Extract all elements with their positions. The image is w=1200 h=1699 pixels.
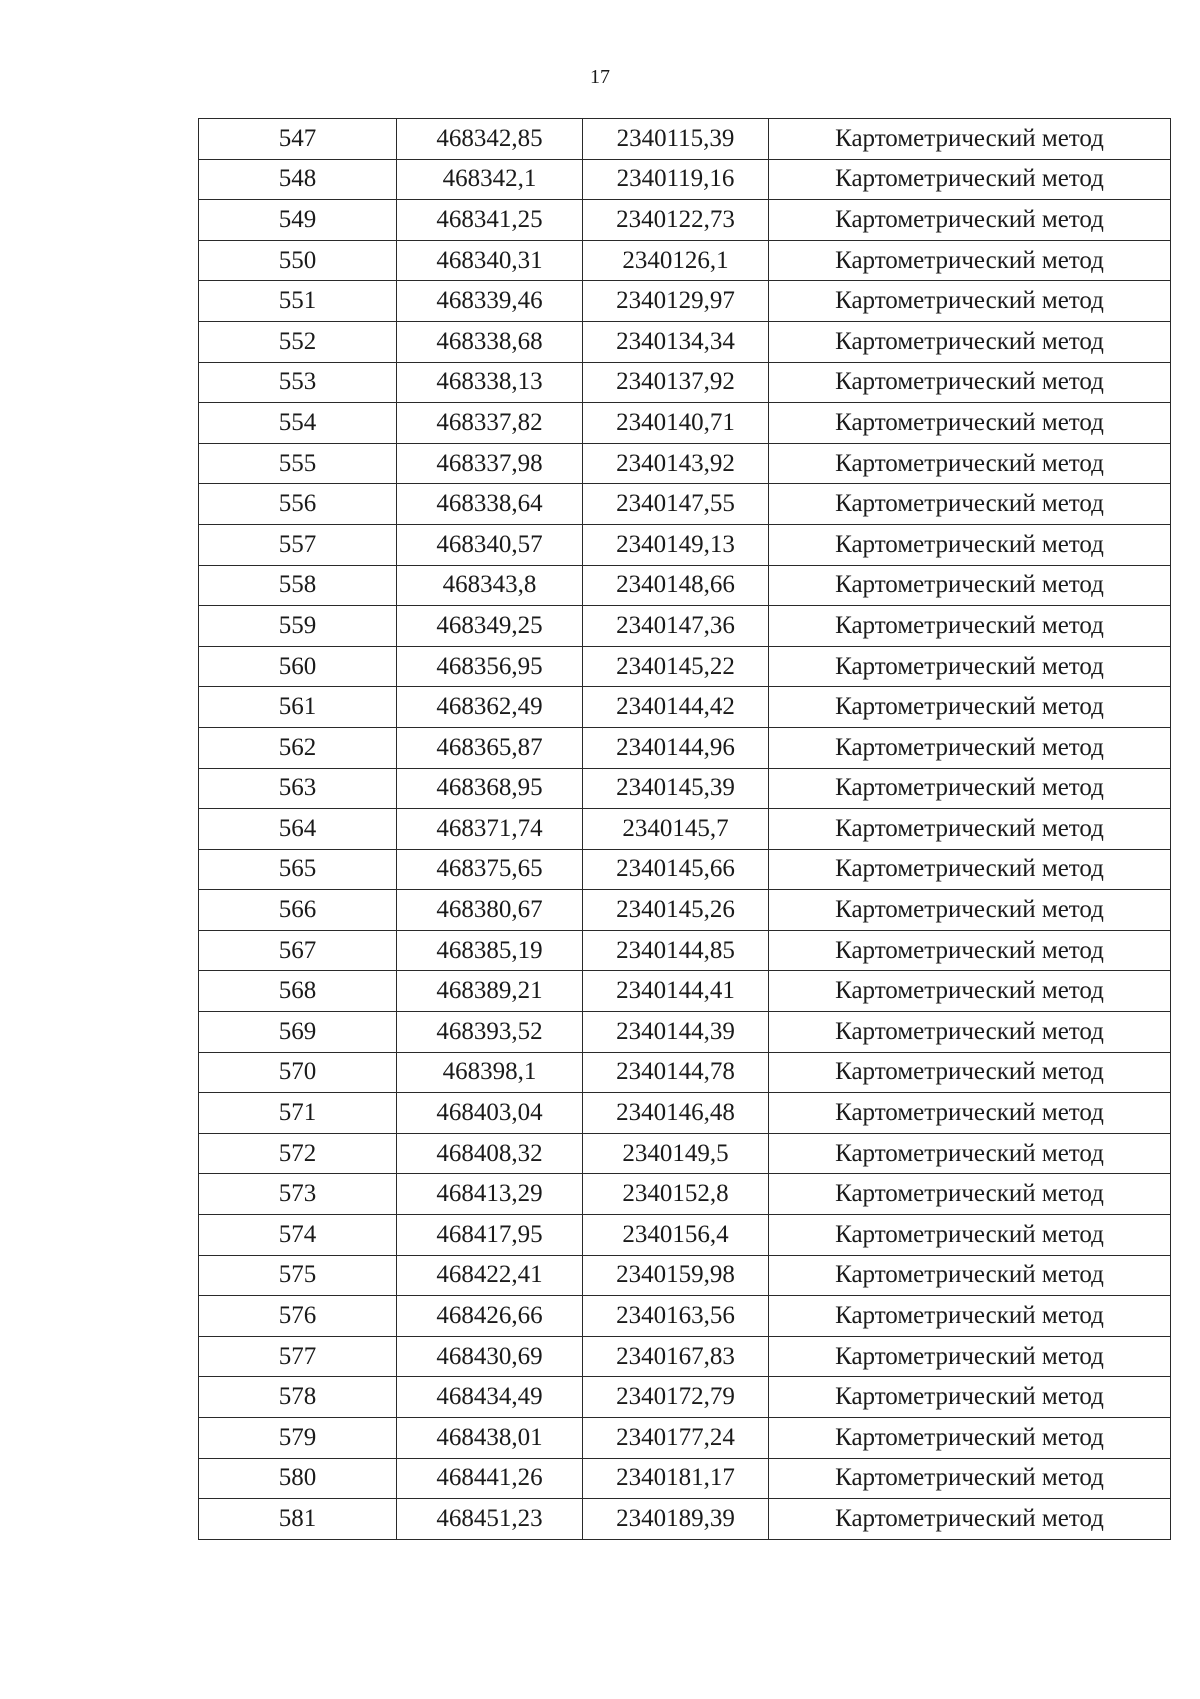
y-coordinate-cell: 2340129,97 xyxy=(583,281,769,322)
table-row xyxy=(199,1174,1171,1215)
coordinates-table-body xyxy=(199,119,1171,1540)
table-row xyxy=(199,1336,1171,1377)
y-coordinate-cell: 2340143,92 xyxy=(583,443,769,484)
y-coordinate-cell: 2340146,48 xyxy=(583,1093,769,1134)
x-coordinate-cell: 468362,49 xyxy=(397,687,583,728)
table-row xyxy=(199,281,1171,322)
method-cell: Картометрический метод xyxy=(769,1336,1171,1377)
table-row xyxy=(199,1215,1171,1256)
y-coordinate-cell: 2340144,42 xyxy=(583,687,769,728)
table-row xyxy=(199,484,1171,525)
method-cell: Картометрический метод xyxy=(769,1296,1171,1337)
x-coordinate-cell: 468430,69 xyxy=(397,1336,583,1377)
method-cell: Картометрический метод xyxy=(769,1215,1171,1256)
method-cell: Картометрический метод xyxy=(769,119,1171,160)
table-row xyxy=(199,1296,1171,1337)
point-number-cell: 559 xyxy=(199,606,397,647)
y-coordinate-cell: 2340159,98 xyxy=(583,1255,769,1296)
point-number-cell: 571 xyxy=(199,1093,397,1134)
y-coordinate-cell: 2340145,66 xyxy=(583,849,769,890)
x-coordinate-cell: 468341,25 xyxy=(397,200,583,241)
table-row xyxy=(199,768,1171,809)
point-number-cell: 567 xyxy=(199,930,397,971)
point-number-cell: 562 xyxy=(199,727,397,768)
method-cell: Картометрический метод xyxy=(769,1377,1171,1418)
table-row xyxy=(199,362,1171,403)
table-row xyxy=(199,849,1171,890)
y-coordinate-cell: 2340119,16 xyxy=(583,159,769,200)
method-cell: Картометрический метод xyxy=(769,484,1171,525)
method-cell: Картометрический метод xyxy=(769,930,1171,971)
table-row xyxy=(199,809,1171,850)
point-number-cell: 566 xyxy=(199,890,397,931)
x-coordinate-cell: 468441,26 xyxy=(397,1458,583,1499)
point-number-cell: 578 xyxy=(199,1377,397,1418)
y-coordinate-cell: 2340152,8 xyxy=(583,1174,769,1215)
y-coordinate-cell: 2340177,24 xyxy=(583,1418,769,1459)
y-coordinate-cell: 2340145,22 xyxy=(583,646,769,687)
point-number-cell: 547 xyxy=(199,119,397,160)
point-number-cell: 555 xyxy=(199,443,397,484)
table-row xyxy=(199,727,1171,768)
x-coordinate-cell: 468339,46 xyxy=(397,281,583,322)
point-number-cell: 579 xyxy=(199,1418,397,1459)
page-number: 17 xyxy=(590,66,610,88)
method-cell: Картометрический метод xyxy=(769,1012,1171,1053)
point-number-cell: 552 xyxy=(199,321,397,362)
y-coordinate-cell: 2340126,1 xyxy=(583,240,769,281)
y-coordinate-cell: 2340144,39 xyxy=(583,1012,769,1053)
point-number-cell: 577 xyxy=(199,1336,397,1377)
y-coordinate-cell: 2340147,55 xyxy=(583,484,769,525)
y-coordinate-cell: 2340181,17 xyxy=(583,1458,769,1499)
x-coordinate-cell: 468338,64 xyxy=(397,484,583,525)
x-coordinate-cell: 468403,04 xyxy=(397,1093,583,1134)
y-coordinate-cell: 2340147,36 xyxy=(583,606,769,647)
method-cell: Картометрический метод xyxy=(769,849,1171,890)
y-coordinate-cell: 2340122,73 xyxy=(583,200,769,241)
method-cell: Картометрический метод xyxy=(769,200,1171,241)
method-cell: Картометрический метод xyxy=(769,1418,1171,1459)
y-coordinate-cell: 2340144,85 xyxy=(583,930,769,971)
y-coordinate-cell: 2340134,34 xyxy=(583,321,769,362)
method-cell: Картометрический метод xyxy=(769,1093,1171,1134)
x-coordinate-cell: 468338,13 xyxy=(397,362,583,403)
table-row xyxy=(199,606,1171,647)
x-coordinate-cell: 468413,29 xyxy=(397,1174,583,1215)
method-cell: Картометрический метод xyxy=(769,524,1171,565)
point-number-cell: 568 xyxy=(199,971,397,1012)
y-coordinate-cell: 2340189,39 xyxy=(583,1499,769,1540)
x-coordinate-cell: 468371,74 xyxy=(397,809,583,850)
table-row xyxy=(199,321,1171,362)
method-cell: Картометрический метод xyxy=(769,809,1171,850)
method-cell: Картометрический метод xyxy=(769,1133,1171,1174)
x-coordinate-cell: 468375,65 xyxy=(397,849,583,890)
point-number-cell: 570 xyxy=(199,1052,397,1093)
point-number-cell: 560 xyxy=(199,646,397,687)
point-number-cell: 551 xyxy=(199,281,397,322)
x-coordinate-cell: 468349,25 xyxy=(397,606,583,647)
point-number-cell: 576 xyxy=(199,1296,397,1337)
y-coordinate-cell: 2340145,7 xyxy=(583,809,769,850)
x-coordinate-cell: 468340,57 xyxy=(397,524,583,565)
point-number-cell: 557 xyxy=(199,524,397,565)
method-cell: Картометрический метод xyxy=(769,443,1171,484)
method-cell: Картометрический метод xyxy=(769,281,1171,322)
y-coordinate-cell: 2340163,56 xyxy=(583,1296,769,1337)
method-cell: Картометрический метод xyxy=(769,362,1171,403)
x-coordinate-cell: 468451,23 xyxy=(397,1499,583,1540)
table-row xyxy=(199,159,1171,200)
point-number-cell: 573 xyxy=(199,1174,397,1215)
table-row xyxy=(199,930,1171,971)
point-number-cell: 574 xyxy=(199,1215,397,1256)
table-row xyxy=(199,971,1171,1012)
method-cell: Картометрический метод xyxy=(769,159,1171,200)
point-number-cell: 565 xyxy=(199,849,397,890)
x-coordinate-cell: 468393,52 xyxy=(397,1012,583,1053)
x-coordinate-cell: 468368,95 xyxy=(397,768,583,809)
x-coordinate-cell: 468385,19 xyxy=(397,930,583,971)
y-coordinate-cell: 2340115,39 xyxy=(583,119,769,160)
table-row xyxy=(199,687,1171,728)
table-row xyxy=(199,1052,1171,1093)
x-coordinate-cell: 468408,32 xyxy=(397,1133,583,1174)
table-row xyxy=(199,119,1171,160)
x-coordinate-cell: 468426,66 xyxy=(397,1296,583,1337)
method-cell: Картометрический метод xyxy=(769,1174,1171,1215)
point-number-cell: 564 xyxy=(199,809,397,850)
point-number-cell: 563 xyxy=(199,768,397,809)
table-row xyxy=(199,1255,1171,1296)
y-coordinate-cell: 2340144,78 xyxy=(583,1052,769,1093)
y-coordinate-cell: 2340172,79 xyxy=(583,1377,769,1418)
method-cell: Картометрический метод xyxy=(769,565,1171,606)
table-row xyxy=(199,646,1171,687)
y-coordinate-cell: 2340140,71 xyxy=(583,403,769,444)
x-coordinate-cell: 468365,87 xyxy=(397,727,583,768)
y-coordinate-cell: 2340145,39 xyxy=(583,768,769,809)
x-coordinate-cell: 468343,8 xyxy=(397,565,583,606)
table-row xyxy=(199,200,1171,241)
table-row xyxy=(199,403,1171,444)
coordinates-table xyxy=(198,118,1171,1540)
y-coordinate-cell: 2340144,96 xyxy=(583,727,769,768)
table-row xyxy=(199,1418,1171,1459)
x-coordinate-cell: 468342,85 xyxy=(397,119,583,160)
y-coordinate-cell: 2340167,83 xyxy=(583,1336,769,1377)
point-number-cell: 553 xyxy=(199,362,397,403)
point-number-cell: 554 xyxy=(199,403,397,444)
point-number-cell: 572 xyxy=(199,1133,397,1174)
table-row xyxy=(199,1377,1171,1418)
method-cell: Картометрический метод xyxy=(769,1458,1171,1499)
x-coordinate-cell: 468337,98 xyxy=(397,443,583,484)
method-cell: Картометрический метод xyxy=(769,971,1171,1012)
table-row xyxy=(199,1093,1171,1134)
y-coordinate-cell: 2340148,66 xyxy=(583,565,769,606)
x-coordinate-cell: 468380,67 xyxy=(397,890,583,931)
method-cell: Картометрический метод xyxy=(769,1052,1171,1093)
point-number-cell: 561 xyxy=(199,687,397,728)
point-number-cell: 575 xyxy=(199,1255,397,1296)
x-coordinate-cell: 468338,68 xyxy=(397,321,583,362)
table-row xyxy=(199,1133,1171,1174)
point-number-cell: 556 xyxy=(199,484,397,525)
x-coordinate-cell: 468438,01 xyxy=(397,1418,583,1459)
x-coordinate-cell: 468356,95 xyxy=(397,646,583,687)
method-cell: Картометрический метод xyxy=(769,768,1171,809)
x-coordinate-cell: 468422,41 xyxy=(397,1255,583,1296)
x-coordinate-cell: 468417,95 xyxy=(397,1215,583,1256)
table-row xyxy=(199,1012,1171,1053)
y-coordinate-cell: 2340145,26 xyxy=(583,890,769,931)
method-cell: Картометрический метод xyxy=(769,1499,1171,1540)
method-cell: Картометрический метод xyxy=(769,1255,1171,1296)
y-coordinate-cell: 2340137,92 xyxy=(583,362,769,403)
x-coordinate-cell: 468398,1 xyxy=(397,1052,583,1093)
table-row xyxy=(199,565,1171,606)
table-row xyxy=(199,443,1171,484)
method-cell: Картометрический метод xyxy=(769,240,1171,281)
table-row xyxy=(199,524,1171,565)
table-row xyxy=(199,1499,1171,1540)
y-coordinate-cell: 2340156,4 xyxy=(583,1215,769,1256)
method-cell: Картометрический метод xyxy=(769,606,1171,647)
point-number-cell: 548 xyxy=(199,159,397,200)
point-number-cell: 550 xyxy=(199,240,397,281)
y-coordinate-cell: 2340144,41 xyxy=(583,971,769,1012)
method-cell: Картометрический метод xyxy=(769,403,1171,444)
y-coordinate-cell: 2340149,13 xyxy=(583,524,769,565)
table-row xyxy=(199,240,1171,281)
y-coordinate-cell: 2340149,5 xyxy=(583,1133,769,1174)
method-cell: Картометрический метод xyxy=(769,646,1171,687)
point-number-cell: 569 xyxy=(199,1012,397,1053)
x-coordinate-cell: 468389,21 xyxy=(397,971,583,1012)
point-number-cell: 549 xyxy=(199,200,397,241)
x-coordinate-cell: 468337,82 xyxy=(397,403,583,444)
x-coordinate-cell: 468340,31 xyxy=(397,240,583,281)
point-number-cell: 581 xyxy=(199,1499,397,1540)
table-row xyxy=(199,1458,1171,1499)
point-number-cell: 580 xyxy=(199,1458,397,1499)
table-row xyxy=(199,890,1171,931)
method-cell: Картометрический метод xyxy=(769,687,1171,728)
x-coordinate-cell: 468342,1 xyxy=(397,159,583,200)
method-cell: Картометрический метод xyxy=(769,727,1171,768)
x-coordinate-cell: 468434,49 xyxy=(397,1377,583,1418)
method-cell: Картометрический метод xyxy=(769,321,1171,362)
point-number-cell: 558 xyxy=(199,565,397,606)
method-cell: Картометрический метод xyxy=(769,890,1171,931)
